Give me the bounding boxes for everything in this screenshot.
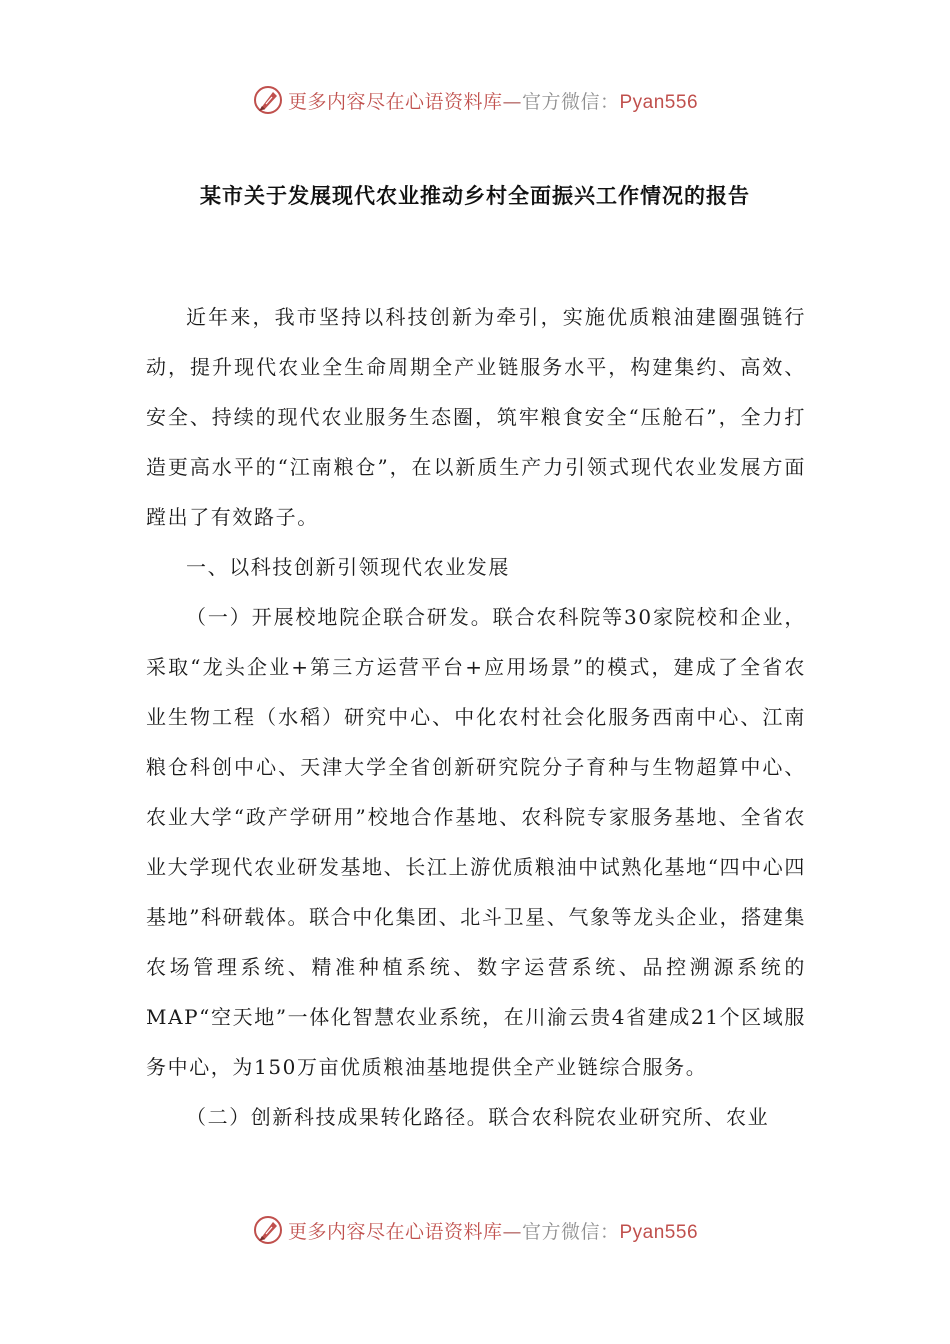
paragraph-intro: 近年来，我市坚持以科技创新为牵引，实施优质粮油建圈强链行动，提升现代农业全生命周期全产业链服务水平，构建集约、高效、安全、持续的现代农业服务生态圈，筑牢粮食安全“压舱石”，全力打造更高水平的“江南粮仓”，在以新质生产力引领式现代农业发展方面蹚出了有效路子。 xyxy=(146,305,806,529)
watermark-dash: — xyxy=(502,1220,522,1243)
paragraph-subsection-1: （一）开展校地院企联合研发。联合农科院等30家院校和企业，采取“龙头企业+第三方运营平台+应用场景”的模式，建成了全省农业生物工程（水稻）研究中心、中化农村社会化服务西南中心、江南粮仓科创中心、天津大学全省创新研究院分子育种与生物超算中心、农业大学“政产学研用”校地合作基地、农科院专家服务基地、全省农业大学现代农业研发基地、长江上游优质粮油中试熟化基地“四中心四基地”科研载体。联合中化集团、北斗卫星、气象等龙头企业，搭建集农场管理系统、精准种植系统、数字运营系统、品控溯源系统的MAP“空天地”一体化智慧农业系统，在川渝云贵4省建成21个区域服务中心，为150万亩优质粮油基地提供全产业链综合服务。 xyxy=(146,605,806,1079)
watermark-site: 更多内容尽在心语资料库 xyxy=(287,90,503,113)
watermark-text xyxy=(288,87,698,114)
watermark-text xyxy=(288,1217,698,1244)
watermark-wechat-id: Pyan556 xyxy=(619,91,699,113)
header-watermark xyxy=(0,80,950,120)
watermark-wechat-id: Pyan556 xyxy=(619,1221,699,1243)
pen-nib-icon xyxy=(252,1214,284,1246)
watermark-wechat-label: 官方微信： xyxy=(521,1220,620,1243)
footer-watermark xyxy=(0,1210,950,1250)
section-heading-1: 一、以科技创新引领现代农业发展 xyxy=(186,555,510,579)
watermark-wechat-label: 官方微信： xyxy=(521,90,620,113)
pen-nib-icon xyxy=(252,84,284,116)
paragraph-subsection-2: （二）创新科技成果转化路径。联合农科院农业研究所、农业 xyxy=(186,1105,770,1129)
document-body xyxy=(146,292,806,1142)
document-title: 某市关于发展现代农业推动乡村全面振兴工作情况的报告 xyxy=(200,184,750,208)
watermark-dash: — xyxy=(502,90,522,113)
watermark-site: 更多内容尽在心语资料库 xyxy=(287,1220,503,1243)
